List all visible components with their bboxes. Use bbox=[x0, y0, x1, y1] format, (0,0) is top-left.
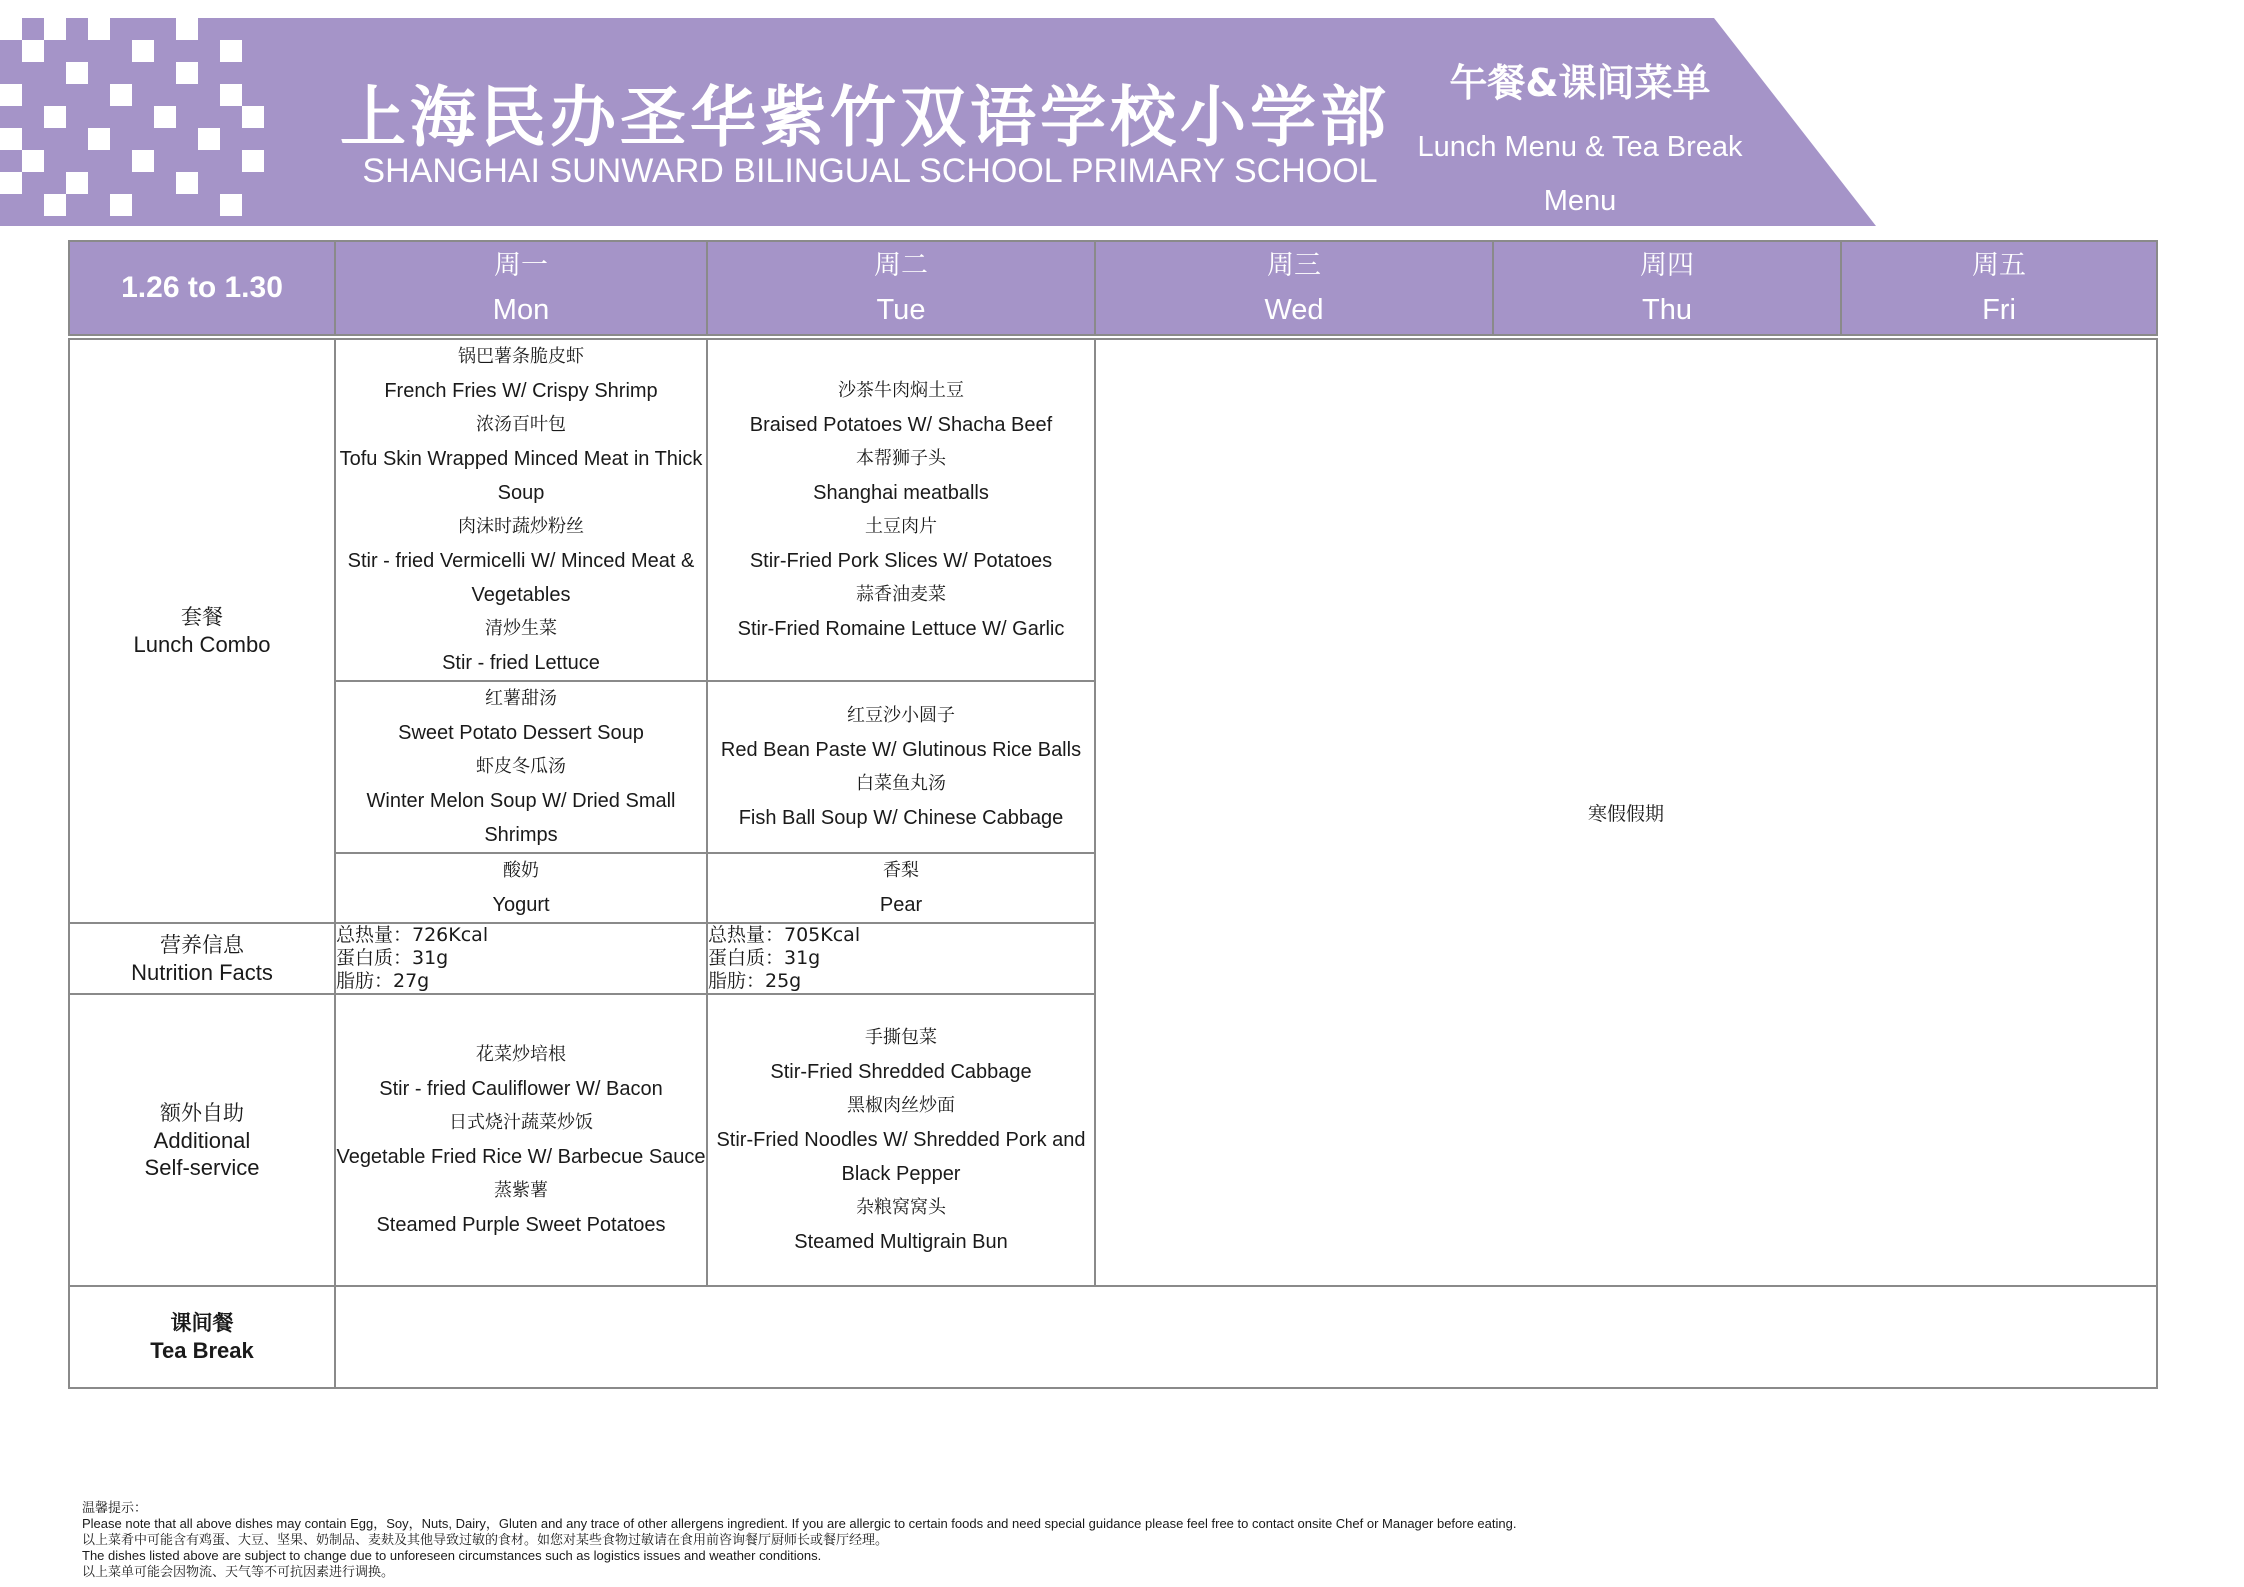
dish-cn: 肉沫时蔬炒粉丝 bbox=[458, 516, 584, 537]
dish-en: Sweet Potato Dessert Soup bbox=[398, 722, 644, 744]
row-label-tea-break bbox=[69, 1286, 335, 1388]
dish-en: Pear bbox=[879, 894, 923, 916]
dish-en: Stir - fried Vermicelli W/ Minced Meat & Vegetables bbox=[347, 550, 695, 606]
table-row bbox=[69, 1286, 2157, 1388]
label-en: Additional Self-service bbox=[144, 1127, 260, 1180]
menu-title-cn: 午餐&课间菜单 bbox=[1449, 61, 1711, 105]
dish-en: Stir-Fried Noodles W/ Shredded Pork and Black Pepper bbox=[716, 1129, 1086, 1185]
tea-break-cell bbox=[335, 1286, 2157, 1388]
school-title-cn: 上海民办圣华紫竹双语学校小学部 bbox=[340, 79, 1390, 156]
notes-title: 温馨提示： bbox=[82, 1500, 148, 1515]
dish-en: Stir-Fried Shredded Cabbage bbox=[770, 1061, 1032, 1083]
menu-title-en: Lunch Menu & Tea Break Menu bbox=[1417, 131, 1743, 217]
allergen-notes bbox=[82, 1500, 2182, 1580]
day-en: Thu bbox=[1642, 294, 1692, 326]
change-note-cn: 以上菜单可能会因物流、天气等不可抗因素进行调换。 bbox=[82, 1564, 395, 1579]
dish-en: Shanghai meatballs bbox=[813, 482, 989, 504]
table-row bbox=[69, 339, 2157, 681]
dish-cn: 日式烧汁蔬菜炒饭 bbox=[449, 1112, 593, 1133]
label-en: Lunch Combo bbox=[133, 632, 271, 657]
dish-cn: 锅巴薯条脆皮虾 bbox=[458, 346, 584, 367]
label-cn: 额外自助 bbox=[160, 1100, 244, 1125]
fat: 脂肪：25g bbox=[708, 970, 802, 992]
mon-nutrition bbox=[335, 923, 707, 994]
label-cn: 套餐 bbox=[181, 605, 223, 629]
dish-en: Tofu Skin Wrapped Minced Meat in Thick Soup bbox=[339, 448, 703, 504]
day-cn: 周三 bbox=[1267, 250, 1321, 281]
tue-self-service bbox=[707, 994, 1095, 1286]
dish-cn: 手撕包菜 bbox=[865, 1027, 937, 1048]
day-header-mon bbox=[335, 241, 707, 335]
row-label-self-service bbox=[69, 994, 335, 1286]
label-cn: 课间餐 bbox=[170, 1311, 234, 1335]
dish-cn: 虾皮冬瓜汤 bbox=[476, 756, 566, 777]
day-en: Fri bbox=[1982, 294, 2016, 326]
dish-cn: 蒸紫薯 bbox=[494, 1180, 548, 1201]
dish-cn: 酸奶 bbox=[503, 860, 539, 881]
mon-soups bbox=[335, 681, 707, 853]
day-cn: 周二 bbox=[874, 250, 928, 281]
row-label-lunch-combo bbox=[69, 339, 335, 923]
day-en: Tue bbox=[876, 294, 926, 326]
dish-en: Steamed Purple Sweet Potatoes bbox=[376, 1214, 666, 1236]
day-header-thu bbox=[1493, 241, 1841, 335]
dish-cn: 蒜香油麦菜 bbox=[856, 584, 946, 605]
header-banner bbox=[0, 0, 2244, 232]
calories: 总热量：726Kcal bbox=[336, 924, 489, 946]
label-en: Nutrition Facts bbox=[131, 959, 273, 985]
tue-soups bbox=[707, 681, 1095, 853]
dish-cn: 清炒生菜 bbox=[485, 618, 557, 639]
menu-table bbox=[68, 240, 2158, 1389]
tue-mains bbox=[707, 339, 1095, 681]
dish-en: Stir-Fried Pork Slices W/ Potatoes bbox=[749, 550, 1053, 572]
day-cn: 周五 bbox=[1972, 250, 2026, 281]
dish-cn: 杂粮窝窝头 bbox=[856, 1197, 946, 1218]
dish-en: Steamed Multigrain Bun bbox=[794, 1231, 1008, 1253]
school-title-en: SHANGHAI SUNWARD BILINGUAL SCHOOL PRIMARY SCHOOL bbox=[362, 152, 1378, 190]
allergen-note-en: Please note that all above dishes may contain Egg，Soy，Nuts, Dairy，Gluten and any trace of other allergens ingredient. If you are allergic to certain foods and need special guidance please feel free to contact onsite Chef or Manager before eating. bbox=[82, 1516, 1517, 1531]
dish-cn: 白菜鱼丸汤 bbox=[856, 773, 946, 794]
day-header-tue bbox=[707, 241, 1095, 335]
dish-en: Winter Melon Soup W/ Dried Small Shrimps bbox=[366, 790, 676, 846]
dish-cn: 红薯甜汤 bbox=[485, 688, 557, 709]
dish-cn: 本帮狮子头 bbox=[856, 448, 946, 469]
dish-en: Red Bean Paste W/ Glutinous Rice Balls bbox=[720, 739, 1082, 761]
dish-en: French Fries W/ Crispy Shrimp bbox=[384, 380, 658, 402]
label-en: Tea Break bbox=[150, 1338, 254, 1363]
dish-cn: 红豆沙小圆子 bbox=[847, 705, 955, 726]
dish-en: Stir - fried Cauliflower W/ Bacon bbox=[379, 1078, 663, 1100]
dish-en: Vegetable Fried Rice W/ Barbecue Sauce bbox=[336, 1146, 706, 1168]
day-header-fri bbox=[1841, 241, 2157, 335]
dish-en: Stir - fried Lettuce bbox=[442, 652, 600, 674]
date-range: 1.26 to 1.30 bbox=[69, 241, 335, 335]
day-en: Mon bbox=[492, 294, 550, 326]
tue-fruit bbox=[707, 853, 1095, 923]
dish-cn: 花菜炒培根 bbox=[476, 1044, 566, 1065]
protein: 蛋白质：31g bbox=[336, 947, 449, 969]
dish-en: Stir-Fried Romaine Lettuce W/ Garlic bbox=[737, 618, 1065, 640]
day-cn: 周一 bbox=[494, 250, 548, 281]
dish-en: Yogurt bbox=[492, 894, 550, 916]
mon-self-service bbox=[335, 994, 707, 1286]
winter-holiday-cell: 寒假假期 bbox=[1095, 339, 2157, 1286]
day-en: Wed bbox=[1264, 294, 1324, 326]
dish-cn: 黑椒肉丝炒面 bbox=[847, 1095, 955, 1116]
day-header-wed bbox=[1095, 241, 1493, 335]
allergen-note-cn: 以上菜肴中可能含有鸡蛋、大豆、坚果、奶制品、麦麸及其他导致过敏的食材。如您对某些食物过敏请在食用前咨询餐厅厨师长或餐厅经理。 bbox=[82, 1532, 889, 1547]
table-header-row bbox=[69, 241, 2157, 335]
label-cn: 营养信息 bbox=[160, 932, 244, 957]
mon-mains bbox=[335, 339, 707, 681]
dish-cn: 沙茶牛肉焖土豆 bbox=[838, 380, 964, 401]
tue-nutrition bbox=[707, 923, 1095, 994]
calories: 总热量：705Kcal bbox=[708, 924, 861, 946]
dish-cn: 土豆肉片 bbox=[865, 516, 937, 537]
dish-en: Braised Potatoes W/ Shacha Beef bbox=[749, 414, 1053, 436]
mon-fruit bbox=[335, 853, 707, 923]
protein: 蛋白质：31g bbox=[708, 947, 821, 969]
day-cn: 周四 bbox=[1640, 250, 1694, 281]
change-note-en: The dishes listed above are subject to change due to unforeseen circumstances such as logistics issues and weather conditions. bbox=[82, 1548, 822, 1563]
row-label-nutrition bbox=[69, 923, 335, 994]
fat: 脂肪：27g bbox=[336, 970, 430, 992]
dish-en: Fish Ball Soup W/ Chinese Cabbage bbox=[738, 807, 1064, 829]
dish-cn: 浓汤百叶包 bbox=[476, 414, 566, 435]
dish-cn: 香梨 bbox=[883, 860, 919, 881]
